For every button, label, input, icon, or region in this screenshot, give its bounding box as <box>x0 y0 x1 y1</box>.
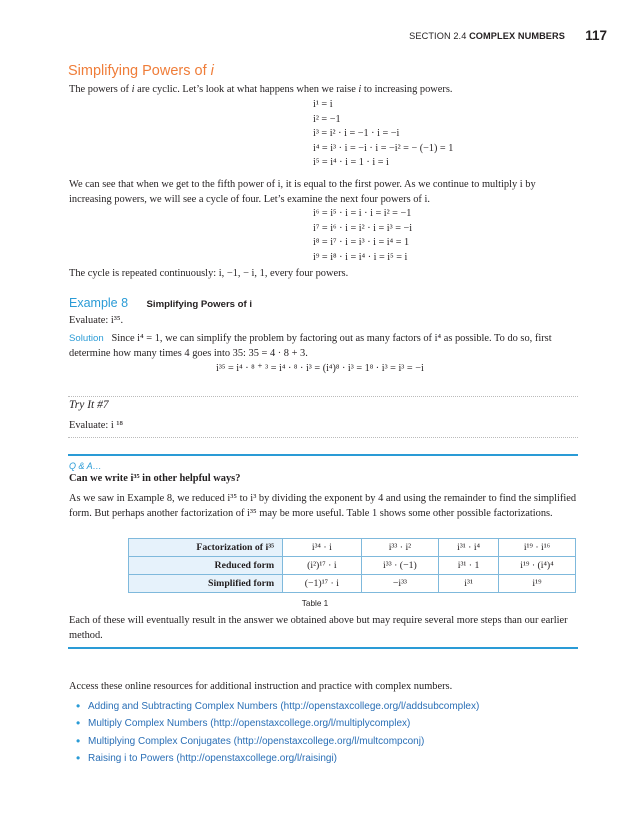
table-cell: i¹⁹ · (i⁴)⁴ <box>498 557 575 575</box>
table-cell: i³⁴ · i <box>283 539 361 557</box>
solution-text: Since i⁴ = 1, we can simplify the problem by factoring out as many factors of i⁴ as possible. To do so, first determine how many times 4 goes into 35: 35 = 4 · 8 + 3. <box>69 333 552 359</box>
equation: i² = −1 <box>313 113 341 125</box>
example-evaluate: Evaluate: i³⁵. <box>69 315 124 326</box>
qa-answer: As we saw in Example 8, we reduced i³⁵ to i³ by dividing the exponent by 4 and using the remainder to find the simplified form. But perhaps another factorization of i³⁵ may be more useful. Table 1 shows some other possible factorizations. <box>69 493 577 519</box>
equation: i¹ = i <box>313 99 333 110</box>
section-heading-text: Simplifying Powers of <box>68 63 211 79</box>
equation: i⁹ = i⁸ · i = i⁴ · i = i⁵ = i <box>313 251 408 263</box>
equation: i⁷ = i⁶ · i = i² · i = i³ = −i <box>313 222 413 234</box>
table-row <box>129 557 576 575</box>
section-heading <box>68 63 214 79</box>
solution-equation: i³⁵ = i⁴ · ⁸ ⁺ ³ = i⁴ · ⁸ · i³ = (i⁴)⁸ · i³ = 1⁸ · i³ = i³ = −i <box>216 363 424 374</box>
divider <box>68 396 578 397</box>
qa-question: Can we write i³⁵ in other helpful ways? <box>69 473 241 484</box>
example-solution <box>69 332 581 361</box>
table-cell: i³¹ <box>439 575 499 593</box>
qa-after: Each of these will eventually result in the answer we obtained above but may require several more steps than our earlier method. <box>69 615 568 641</box>
running-header <box>409 31 565 41</box>
table-row-header: Reduced form <box>129 557 283 575</box>
table-cell: i¹⁹ <box>498 575 575 593</box>
try-it-evaluate: Evaluate: i ¹⁸ <box>69 420 124 431</box>
table-cell: (−1)¹⁷ · i <box>283 575 361 593</box>
qa-top-rule <box>68 454 578 456</box>
equation: i⁴ = i³ · i = −i · i = −i² = − (−1) = 1 <box>313 142 454 154</box>
table-row <box>129 539 576 557</box>
table-row-header: Factorization of i³⁵ <box>129 539 283 557</box>
table-cell: i³¹ · i⁴ <box>439 539 499 557</box>
section-heading-var: i <box>210 63 214 79</box>
try-it-label: Try It #7 <box>69 399 109 411</box>
resource-link[interactable]: • Adding and Subtracting Complex Numbers (http://openstaxcollege.org/l/addsubcomplex) <box>76 698 479 715</box>
factorization-table <box>128 538 576 593</box>
intro-paragraph: The powers of i are cyclic. Let’s look at what happens when we raise i to increasing powers. <box>69 84 453 95</box>
powers-equations-2 <box>313 207 412 265</box>
divider <box>68 437 578 438</box>
example-label: Example 8 <box>69 296 129 310</box>
example-heading <box>69 294 252 312</box>
table-cell: i³¹ · 1 <box>439 557 499 575</box>
mid-paragraph: We can see that when we get to the fifth power of i, it is equal to the first power. As we continue to multiply i by increasing powers, we will see a cycle of four. Let’s examine the next four powers of i. <box>69 179 536 205</box>
resource-links <box>76 698 479 767</box>
equation: i³ = i² · i = −1 · i = −i <box>313 128 400 140</box>
qa-bottom-rule <box>68 647 578 649</box>
page-number: 117 <box>585 28 607 43</box>
table-caption: Table 1 <box>301 599 329 608</box>
table-cell: (i²)¹⁷ · i <box>283 557 361 575</box>
table-row-header: Simplified form <box>129 575 283 593</box>
table-cell: i³³ · (−1) <box>361 557 439 575</box>
section-label: SECTION 2.4 <box>409 31 467 41</box>
resource-link[interactable]: • Multiplying Complex Conjugates (http://openstaxcollege.org/l/multcompconj) <box>76 733 479 750</box>
table-cell: −i³³ <box>361 575 439 593</box>
equation: i⁵ = i⁴ · i = 1 · i = i <box>313 157 389 169</box>
section-title: COMPLEX NUMBERS <box>469 31 565 41</box>
table-cell: i³³ · i² <box>361 539 439 557</box>
powers-equations-1 <box>313 98 453 171</box>
example-title: Simplifying Powers of i <box>146 299 253 310</box>
equation: i⁸ = i⁷ · i = i³ · i = i⁴ = 1 <box>313 237 410 249</box>
qa-label: Q & A… <box>69 461 102 471</box>
solution-label: Solution <box>69 333 104 344</box>
cycle-paragraph: The cycle is repeated continuously: i, −1, − i, 1, every four powers. <box>69 268 349 279</box>
table-cell: i¹⁹ · i¹⁶ <box>498 539 575 557</box>
resource-link[interactable]: • Raising i to Powers (http://openstaxcollege.org/l/raisingi) <box>76 750 479 767</box>
equation: i⁶ = i⁵ · i = i · i = i² = −1 <box>313 208 412 219</box>
resources-intro: Access these online resources for additional instruction and practice with complex numbers. <box>69 681 453 692</box>
table-row <box>129 575 576 593</box>
resource-link[interactable]: • Multiply Complex Numbers (http://openstaxcollege.org/l/multiplycomplex) <box>76 715 479 732</box>
